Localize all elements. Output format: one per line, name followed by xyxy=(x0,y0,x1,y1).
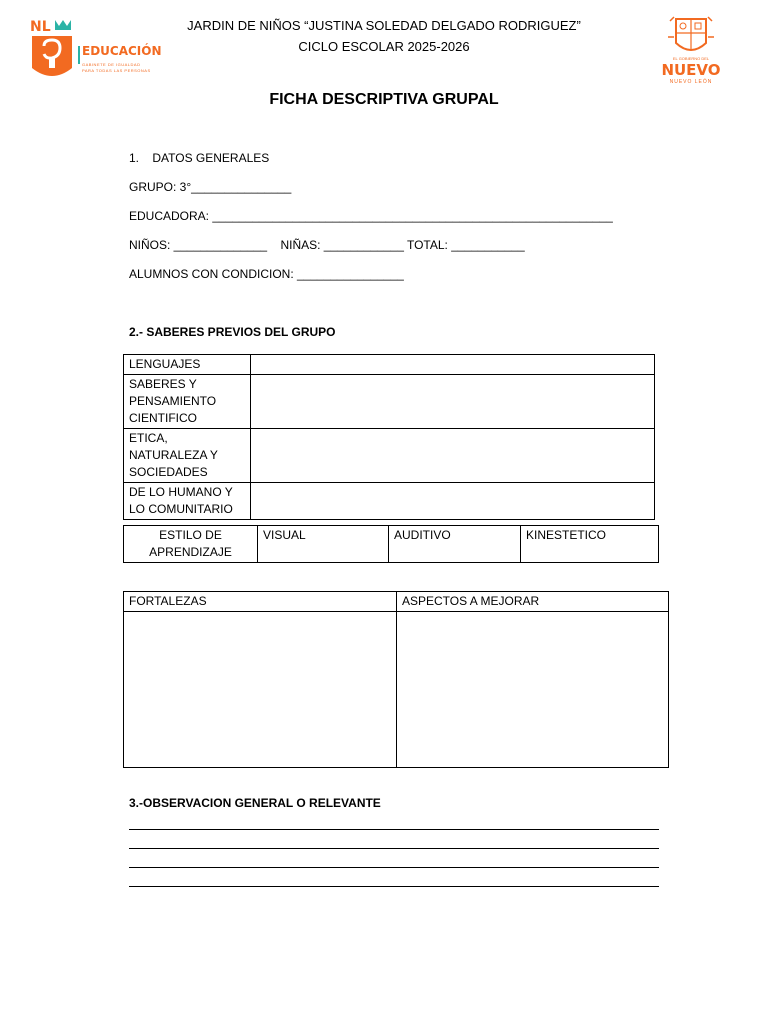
education-wordmark: EDUCACIÓN xyxy=(82,44,162,58)
education-tagline-1: GABINETE DE IGUALDAD xyxy=(82,62,141,67)
aspectos-cell[interactable] xyxy=(397,612,669,768)
learning-style-label: ESTILO DE APRENDIZAJE xyxy=(124,526,258,563)
government-line2: NUEVO LEÓN xyxy=(669,79,713,85)
government-line1: EL GOBIERNO DEL xyxy=(672,56,710,61)
counts-field[interactable]: NIÑOS: ______________ NIÑAS: ____________ TOTAL: ___________ xyxy=(129,238,525,252)
observation-line[interactable] xyxy=(129,829,659,830)
fortalezas-header: FORTALEZAS xyxy=(124,592,397,612)
section-1-heading: 1. DATOS GENERALES xyxy=(129,151,270,165)
section-2-heading: 2.- SABERES PREVIOS DEL GRUPO xyxy=(129,325,336,339)
condicion-field[interactable]: ALUMNOS CON CONDICION: ________________ xyxy=(129,267,404,281)
saberes-row-label: DE LO HUMANO Y LO COMUNITARIO xyxy=(124,483,251,520)
saberes-row-label: LENGUAJES xyxy=(124,355,251,375)
learning-style-visual[interactable]: VISUAL xyxy=(258,526,389,563)
school-cycle: CICLO ESCOLAR 2025-2026 xyxy=(298,39,470,54)
saberes-row-value[interactable] xyxy=(251,483,655,520)
educadora-field[interactable]: EDUCADORA: ____________________________________________________________ xyxy=(129,209,613,223)
learning-style-kinestetico[interactable]: KINESTETICO xyxy=(521,526,659,563)
observation-line[interactable] xyxy=(129,886,659,887)
saberes-row-label: ETICA, NATURALEZA Y SOCIEDADES xyxy=(124,429,251,483)
grupo-field[interactable]: GRUPO: 3°_______________ xyxy=(129,180,292,194)
learning-style-auditivo[interactable]: AUDITIVO xyxy=(389,526,521,563)
svg-text:NL: NL xyxy=(30,19,51,35)
government-wordmark: NUEVO xyxy=(661,61,721,79)
page-title: FICHA DESCRIPTIVA GRUPAL xyxy=(269,91,499,108)
section-3-heading: 3.-OBSERVACION GENERAL O RELEVANTE xyxy=(129,796,381,810)
saberes-row-label: SABERES Y PENSAMIENTO CIENTIFICO xyxy=(124,375,251,429)
observation-line[interactable] xyxy=(129,867,659,868)
strengths-table xyxy=(123,591,669,768)
observation-line[interactable] xyxy=(129,848,659,849)
saberes-row-value[interactable] xyxy=(251,429,655,483)
learning-style-table xyxy=(123,525,659,563)
school-name: JARDIN DE NIÑOS “JUSTINA SOLEDAD DELGADO RODRIGUEZ” xyxy=(187,18,581,33)
aspectos-header: ASPECTOS A MEJORAR xyxy=(397,592,669,612)
saberes-row-value[interactable] xyxy=(251,375,655,429)
fortalezas-cell[interactable] xyxy=(124,612,397,768)
saberes-table xyxy=(123,354,655,520)
saberes-row-value[interactable] xyxy=(251,355,655,375)
education-tagline-2: PARA TODAS LAS PERSONAS xyxy=(82,68,151,73)
